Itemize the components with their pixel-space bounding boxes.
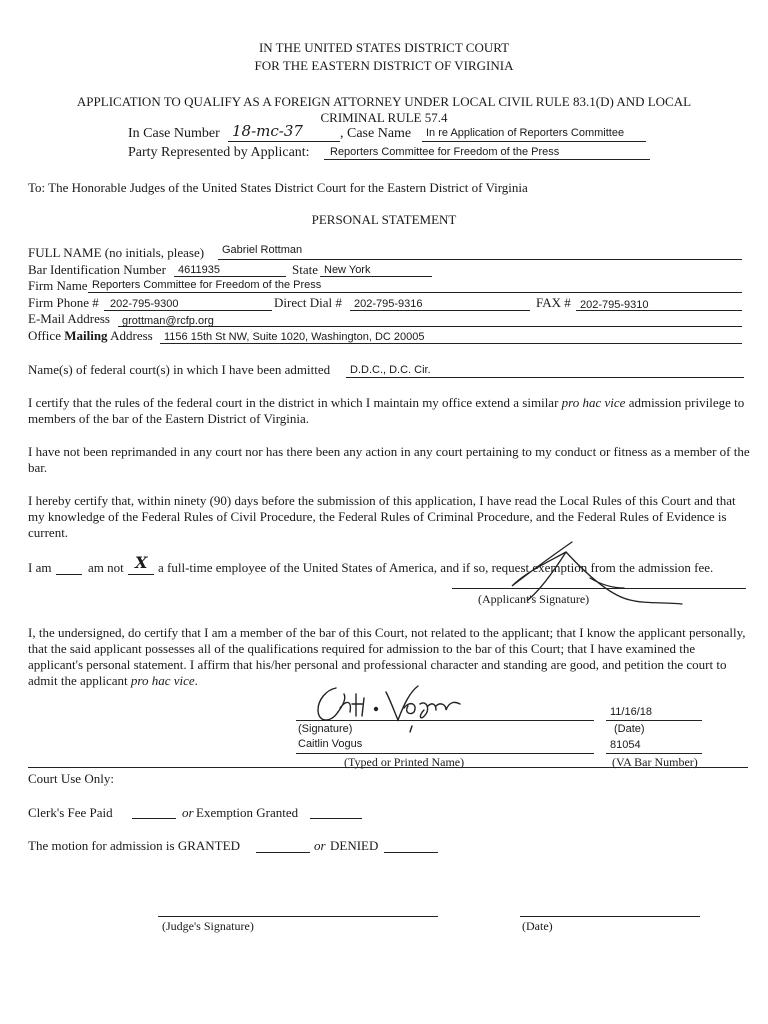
am-not-check-mark: X xyxy=(135,553,148,572)
exemption-granted-label: Exemption Granted xyxy=(196,805,299,820)
full-name-value: Gabriel Rottman xyxy=(222,244,303,256)
or-label-1: or xyxy=(182,805,194,820)
state-label: State xyxy=(292,262,318,277)
email-value: grottman@rcfp.org xyxy=(122,315,214,327)
sponsor-signature-caption: (Signature) xyxy=(298,723,353,735)
fax-value: 202-795-9310 xyxy=(580,299,649,311)
sponsor-italic: pro hac vice xyxy=(130,673,195,688)
sponsor-name-caption: (Typed or Printed Name) xyxy=(344,755,465,769)
court-name-line1: IN THE UNITED STATES DISTRICT COURT xyxy=(258,40,510,55)
firm-name-label: Firm Name xyxy=(28,278,88,293)
party-value: Reporters Committee for Freedom of the Press xyxy=(330,146,560,158)
courts-value: D.D.C., D.C. Cir. xyxy=(350,364,431,376)
sponsor-pre: I, the undersigned, do certify that I am a member of the bar of this Court, not related to the applicant; that I know the applicant personally, that the said applicant possesses all of the qualifications required for admission to the bar of this Court; that I have examined the applicant's personal statement. I affirm that his/her personal and professional character and standing are good, and petition the court to admit the applicant xyxy=(28,625,746,688)
section-title: PERSONAL STATEMENT xyxy=(311,212,457,227)
office-address-value: 1156 15th St NW, Suite 1020, Washington, DC 20005 xyxy=(164,331,425,343)
courts-label: Name(s) of federal court(s) in which I have been admitted xyxy=(28,362,331,377)
office-label-post: Address xyxy=(107,328,153,343)
form-title-line1: APPLICATION TO QUALIFY AS A FOREIGN ATTORNEY UNDER LOCAL CIVIL RULE 83.1(D) AND LOCAL xyxy=(76,94,692,109)
case-number-value: 18-mc-37 xyxy=(232,122,303,140)
case-number-label: In Case Number xyxy=(128,126,220,141)
to-line: To: The Honorable Judges of the United States District Court for the Eastern District of Virginia xyxy=(28,180,528,195)
full-name-label: FULL NAME (no initials, please) xyxy=(28,245,205,260)
direct-dial-label: Direct Dial # xyxy=(274,295,342,310)
certify-rules-post: admission privilege to members of the bar of the Eastern District of Virginia. xyxy=(28,395,745,426)
direct-dial-value: 202-795-9316 xyxy=(354,298,423,310)
sponsor-bar-number-value: 81054 xyxy=(610,739,641,751)
certify-rules-pre: I certify that the rules of the federal court in the district in which I maintain my office extend a similar xyxy=(28,395,562,410)
motion-granted-label: The motion for admission is GRANTED xyxy=(28,838,240,853)
applicant-signature-scribble xyxy=(512,542,682,604)
applicant-signature-caption: (Applicant's Signature) xyxy=(478,592,590,606)
employee-text: a full-time employee of the United States of America, and if so, request exemption from the admission fee. xyxy=(158,560,714,575)
denied-label: DENIED xyxy=(330,838,379,853)
party-label: Party Represented by Applicant: xyxy=(128,145,310,160)
am-not-label: am not xyxy=(88,560,124,575)
sponsor-signature-scribble xyxy=(318,686,460,732)
office-label-pre: Office xyxy=(28,328,65,343)
firm-phone-value: 202-795-9300 xyxy=(110,298,179,310)
sponsor-bar-number-caption: (VA Bar Number) xyxy=(612,755,698,769)
case-name-value: In re Application of Reporters Committee xyxy=(426,127,625,139)
certify-rules-italic: pro hac vice xyxy=(561,395,626,410)
sponsor-post: . xyxy=(194,673,198,688)
email-label: E-Mail Address xyxy=(28,311,110,326)
clerks-fee-label: Clerk's Fee Paid xyxy=(28,805,113,820)
court-name-line2: FOR THE EASTERN DISTRICT OF VIRGINIA xyxy=(254,58,514,73)
bar-id-label: Bar Identification Number xyxy=(28,262,166,277)
or-label-2: or xyxy=(314,838,326,853)
sponsor-date-value: 11/16/18 xyxy=(610,706,653,718)
bar-id-value: 4611935 xyxy=(178,264,221,276)
office-label-bold: Mailing xyxy=(64,328,108,343)
form-title-line2: CRIMINAL RULE 57.4 xyxy=(320,110,448,125)
fax-label: FAX # xyxy=(536,295,571,310)
case-name-label: , Case Name xyxy=(340,126,412,141)
firm-phone-label: Firm Phone # xyxy=(28,295,99,310)
firm-name-value: Reporters Committee for Freedom of the Press xyxy=(92,279,322,291)
i-am-label: I am xyxy=(28,560,52,575)
read-rules-paragraph: I hereby certify that, within ninety (90) days before the submission of this application, I have read the Local Rules of this Court and that my knowledge of the Federal Rules of Civil Procedure, the Federal Rules of Criminal Procedure, and the Federal Rules of Evidence is current. xyxy=(28,493,736,540)
sponsor-date-caption: (Date) xyxy=(614,723,645,735)
sponsor-name-value: Caitlin Vogus xyxy=(298,738,363,750)
judge-signature-caption: (Judge's Signature) xyxy=(162,919,254,933)
judge-date-caption: (Date) xyxy=(522,919,553,933)
court-use-heading: Court Use Only: xyxy=(28,771,114,786)
state-value: New York xyxy=(324,264,371,276)
not-reprimanded-paragraph: I have not been reprimanded in any court nor has there been any action in any court pertaining to my conduct or fitness as a member of the bar. xyxy=(28,444,750,475)
